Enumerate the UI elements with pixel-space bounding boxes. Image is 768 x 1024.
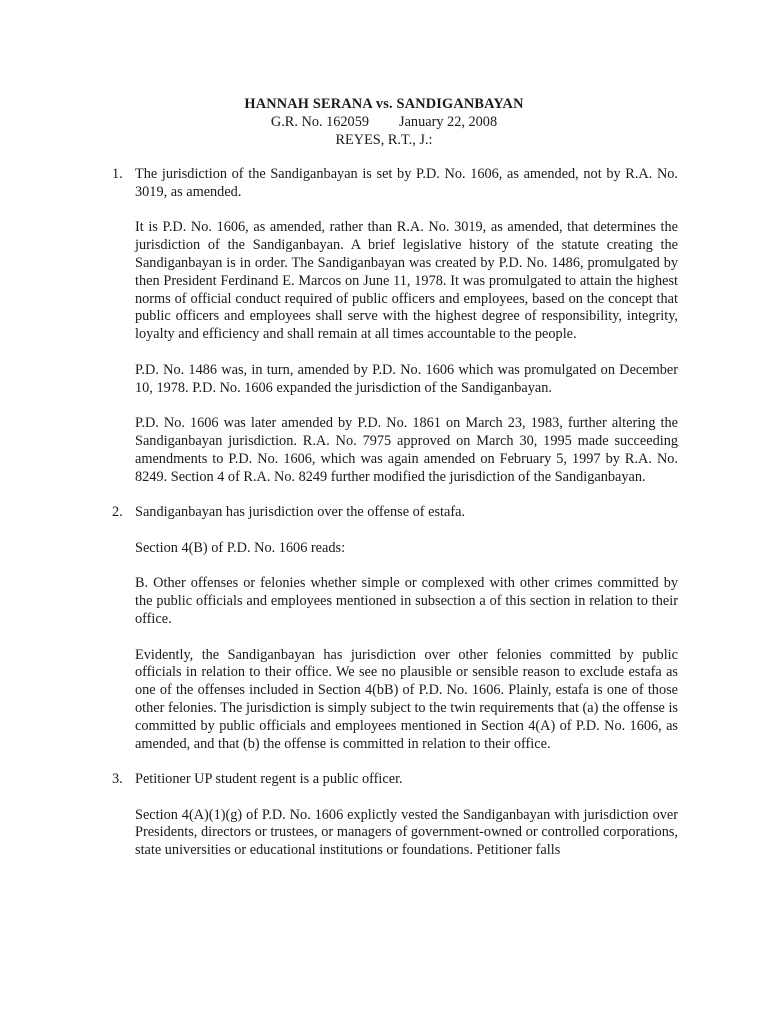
paragraph: The jurisdiction of the Sandiganbayan is set by P.D. No. 1606, as amended, not by R.A. No. 3019, as amended. [135,166,678,200]
paragraph: Section 4(A)(1)(g) of P.D. No. 1606 explictly vested the Sandiganbayan with jurisdiction over Presidents, directors or trustees, or managers of government-owned or controlled corporations, state universities or educational institutions or foundations. Petitioner falls [135,806,678,859]
case-citation [0,114,768,132]
item-number: 2. [112,504,123,521]
ponente: REYES, R.T., J.: [335,131,433,148]
paragraph: Petitioner UP student regent is a public officer. [135,771,403,788]
paragraph: Sandiganbayan has jurisdiction over the offense of estafa. [135,504,466,521]
paragraph: Section 4(B) of P.D. No. 1606 reads: [135,539,346,556]
case-title: HANNAH SERANA vs. SANDIGANBAYAN [244,96,524,112]
document-body [112,166,678,878]
case-heading [0,96,768,149]
list-item-2 [112,504,678,753]
paragraph: It is P.D. No. 1606, as amended, rather than R.A. No. 3019, as amended, that determines the jurisdiction of the Sandiganbayan. A brief legislative history of the statute creating the Sandiganbayan is in order. The Sandiganbayan was created by P.D. No. 1486, promulgated by then President Ferdinand E. Marcos on June 11, 1978. It was promulgated to attain the highest norms of official conduct required of public officers and employees, based on the concept that public officers and employees shall serve with the highest degree of responsibility, integrity, loyalty and efficiency and shall remain at all times accountable to the people. [135,219,678,343]
paragraph: B. Other offenses or felonies whether simple or complexed with other crimes committed by the public officials and employees mentioned in subsection a of this section in relation to their office. [135,575,678,627]
item-number: 3. [112,771,123,788]
paragraph: P.D. No. 1486 was, in turn, amended by P.D. No. 1606 which was promulgated on December 10, 1978. P.D. No. 1606 expanded the jurisdiction of the Sandiganbayan. [135,361,678,396]
list-item-1 [112,166,678,486]
paragraph: P.D. No. 1606 was later amended by P.D. No. 1861 on March 23, 1983, further altering the Sandiganbayan jurisdiction. R.A. No. 7975 approved on March 30, 1995 made succeeding amendments to P.D. No. 1606, which was again amended on February 5, 1997 by R.A. No. 8249. Section 4 of R.A. No. 8249 further modified the jurisdiction of the Sandiganbayan. [135,415,678,485]
list-item-3 [112,771,678,860]
gr-number: G.R. No. 162059 [270,113,370,130]
decision-date: January 22, 2008 [399,113,498,130]
paragraph: Evidently, the Sandiganbayan has jurisdiction over other felonies committed by public officials in relation to their office. We see no plausible or sensible reason to exclude estafa as one of the offenses included in Section 4(bB) of P.D. No. 1606. Plainly, estafa is one of those other felonies. The jurisdiction is simply subject to the twin requirements that (a) the offense is committed by public officials and employees mentioned in Section 4(A) of P.D. No. 1606, as amended, and that (b) the offense is committed in relation to their office. [135,646,678,752]
item-number: 1. [112,166,123,182]
